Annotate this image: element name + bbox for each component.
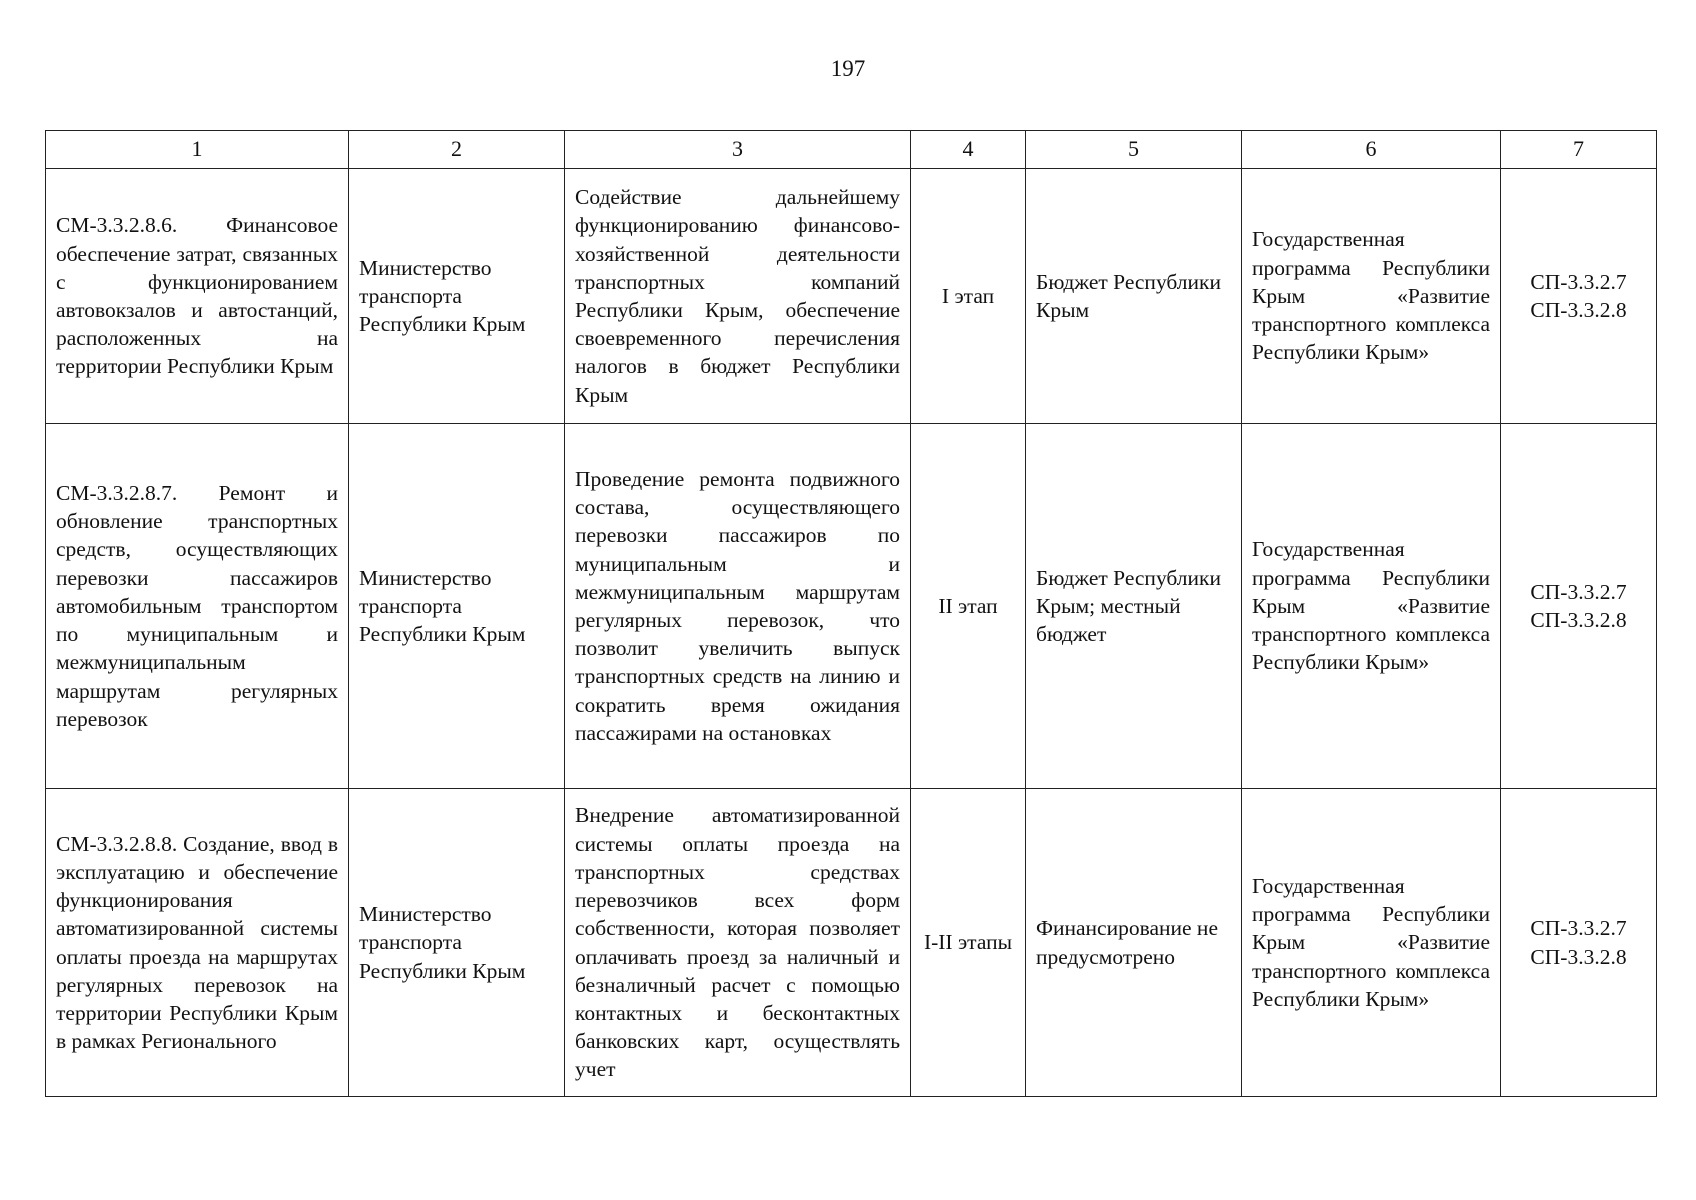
reference-code: СП-3.3.2.7 bbox=[1530, 269, 1627, 294]
column-header: 4 bbox=[911, 131, 1026, 169]
funding-source-cell: Финансирование не предусмотрено bbox=[1026, 789, 1242, 1097]
measure-cell: СМ-3.3.2.8.7. Ремонт и обновление транспортных средств, осуществляющих перевозки пассажиров автомобильным транспортом по муниципальным и межмуниципальным маршрутам регулярных перевозок bbox=[46, 424, 349, 789]
executor-cell: Министерство транспорта Республики Крым bbox=[349, 169, 565, 424]
result-cell: Внедрение автоматизированной системы оплаты проезда на транспортных средствах перевозчиков всех форм собственности, которая позволяет оплачивать проезд за наличный и безналичный расчет с помощью контактных и бесконтактных банковских карт, осуществлять учет bbox=[565, 789, 911, 1097]
reference-code: СП-3.3.2.7 bbox=[1530, 916, 1627, 941]
program-cell: Государственная программа Республики Крым «Развитие транспортного комплекса Республики Крым» bbox=[1242, 424, 1501, 789]
program-cell: Государственная программа Республики Крым «Развитие транспортного комплекса Республики Крым» bbox=[1242, 789, 1501, 1097]
funding-source-cell: Бюджет Республики Крым; местный бюджет bbox=[1026, 424, 1242, 789]
result-cell: Проведение ремонта подвижного состава, осуществляющего перевозки пассажиров по муниципальным и межмуниципальным маршрутам регулярных перевозок, что позволит увеличить выпуск транспортных средств на линию и сократить время ожидания пассажирами на остановках bbox=[565, 424, 911, 789]
table-header-row bbox=[46, 131, 1657, 169]
measures-table bbox=[45, 130, 1657, 1097]
reference-code: СП-3.3.2.7 bbox=[1530, 579, 1627, 604]
stage-cell: I-II этапы bbox=[911, 789, 1026, 1097]
column-header: 7 bbox=[1501, 131, 1657, 169]
funding-source-cell: Бюджет Республики Крым bbox=[1026, 169, 1242, 424]
stage-cell: I этап bbox=[911, 169, 1026, 424]
table-row bbox=[46, 789, 1657, 1097]
table-row bbox=[46, 169, 1657, 424]
reference-code: СП-3.3.2.8 bbox=[1530, 944, 1627, 969]
measure-cell: СМ-3.3.2.8.6. Финансовое обеспечение затрат, связанных с функционированием автовокзалов и автостанций, расположенных на территории Республики Крым bbox=[46, 169, 349, 424]
references-cell bbox=[1501, 789, 1657, 1097]
result-cell: Содействие дальнейшему функционированию финансово-хозяйственной деятельности транспортных компаний Республики Крым, обеспечение своевременного перечисления налогов в бюджет Республики Крым bbox=[565, 169, 911, 424]
table-row bbox=[46, 424, 1657, 789]
executor-cell: Министерство транспорта Республики Крым bbox=[349, 789, 565, 1097]
reference-code: СП-3.3.2.8 bbox=[1530, 298, 1627, 322]
column-header: 3 bbox=[565, 131, 911, 169]
page-number: 197 bbox=[830, 56, 866, 81]
column-header: 6 bbox=[1242, 131, 1501, 169]
column-header: 2 bbox=[349, 131, 565, 169]
column-header: 1 bbox=[46, 131, 349, 169]
references-cell bbox=[1501, 424, 1657, 789]
executor-cell: Министерство транспорта Республики Крым bbox=[349, 424, 565, 789]
program-cell: Государственная программа Республики Крым «Развитие транспортного комплекса Республики Крым» bbox=[1242, 169, 1501, 424]
column-header: 5 bbox=[1026, 131, 1242, 169]
stage-cell: II этап bbox=[911, 424, 1026, 789]
reference-code: СП-3.3.2.8 bbox=[1530, 608, 1627, 632]
references-cell bbox=[1501, 169, 1657, 424]
measure-cell: СМ-3.3.2.8.8. Создание, ввод в эксплуатацию и обеспечение функционирования автоматизированной системы оплаты проезда на маршрутах регулярных перевозок на территории Республики Крым в рамках Регионального bbox=[46, 789, 349, 1097]
